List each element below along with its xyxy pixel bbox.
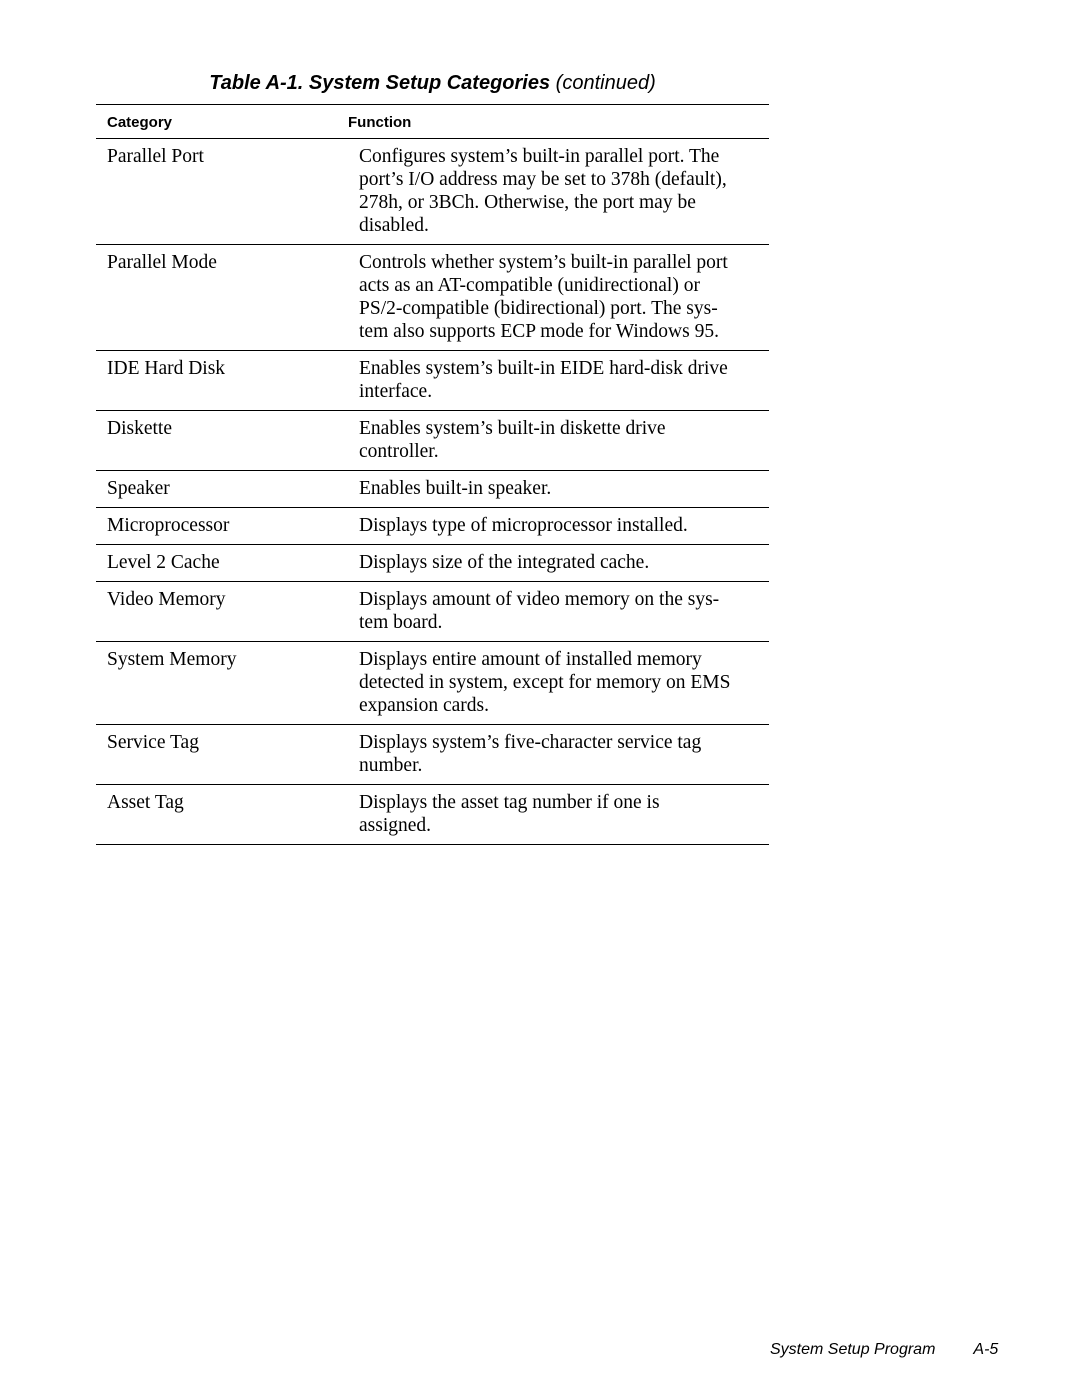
function-cell: [359, 648, 759, 717]
function-line: Enables system’s built-in EIDE hard-disk drive: [359, 358, 728, 379]
table-caption-continued: (continued): [555, 72, 656, 94]
column-header-category: Category: [107, 114, 173, 131]
function-line: controller.: [359, 441, 439, 462]
table-row: [96, 139, 769, 245]
function-line: Displays the asset tag number if one is: [359, 792, 660, 813]
category-cell: Video Memory: [107, 589, 226, 610]
table-header-row: [96, 105, 769, 139]
category-cell: Parallel Mode: [107, 252, 217, 273]
function-line: disabled.: [359, 215, 429, 236]
function-line: Enables system’s built-in diskette drive: [359, 418, 666, 439]
table-row: [96, 785, 769, 845]
table-row: [96, 725, 769, 785]
category-cell: Diskette: [107, 418, 172, 439]
category-cell: Speaker: [107, 478, 170, 499]
function-line: tem also supports ECP mode for Windows 95.: [359, 321, 719, 342]
function-cell: [359, 251, 759, 343]
function-cell: [359, 731, 759, 777]
table-row: [96, 411, 769, 471]
category-cell: Microprocessor: [107, 515, 230, 536]
table-row: [96, 471, 769, 508]
function-line: PS/2-compatible (bidirectional) port. The sys-: [359, 298, 718, 319]
function-line: port’s I/O address may be set to 378h (default),: [359, 169, 727, 190]
category-cell: Service Tag: [107, 732, 199, 753]
function-line: Displays type of microprocessor installed.: [359, 515, 688, 536]
function-line: Displays system’s five-character service tag: [359, 732, 702, 753]
system-setup-table: [96, 104, 769, 845]
function-line: Controls whether system’s built-in parallel port: [359, 252, 728, 273]
page-number: A-5: [973, 1341, 999, 1358]
function-line: acts as an AT-compatible (unidirectional) or: [359, 275, 700, 296]
category-cell: IDE Hard Disk: [107, 358, 226, 379]
function-line: tem board.: [359, 612, 443, 633]
function-cell: [359, 791, 759, 837]
function-line: 278h, or 3BCh. Otherwise, the port may be: [359, 192, 696, 213]
function-cell: [359, 551, 759, 574]
category-cell: Asset Tag: [107, 792, 184, 813]
category-cell: Parallel Port: [107, 146, 204, 167]
function-line: Displays size of the integrated cache.: [359, 552, 650, 573]
function-cell: [359, 357, 759, 403]
function-line: Displays entire amount of installed memory: [359, 649, 702, 670]
function-line: assigned.: [359, 815, 432, 836]
function-line: interface.: [359, 381, 433, 402]
function-line: Displays amount of video memory on the sys-: [359, 589, 720, 610]
function-line: number.: [359, 755, 423, 776]
category-cell: Level 2 Cache: [107, 552, 220, 573]
table-row: [96, 642, 769, 725]
table-body: [96, 139, 769, 845]
category-cell: System Memory: [107, 649, 237, 670]
table-row: [96, 245, 769, 351]
table-row: [96, 582, 769, 642]
function-cell: [359, 145, 759, 237]
table-row: [96, 351, 769, 411]
function-cell: [359, 514, 759, 537]
footer-section-title: System Setup Program: [770, 1341, 936, 1358]
function-line: detected in system, except for memory on EMS: [359, 672, 731, 693]
table-row: [96, 508, 769, 545]
function-cell: [359, 417, 759, 463]
function-line: expansion cards.: [359, 695, 489, 716]
table-caption-title: Table A-1. System Setup Categories: [209, 72, 551, 94]
table-row: [96, 545, 769, 582]
column-header-function: Function: [348, 114, 412, 131]
function-cell: [359, 477, 759, 500]
function-cell: [359, 588, 759, 634]
page-footer: [770, 1341, 998, 1359]
function-line: Configures system’s built-in parallel port. The: [359, 146, 720, 167]
table-caption: [96, 72, 769, 95]
function-line: Enables built-in speaker.: [359, 478, 552, 499]
